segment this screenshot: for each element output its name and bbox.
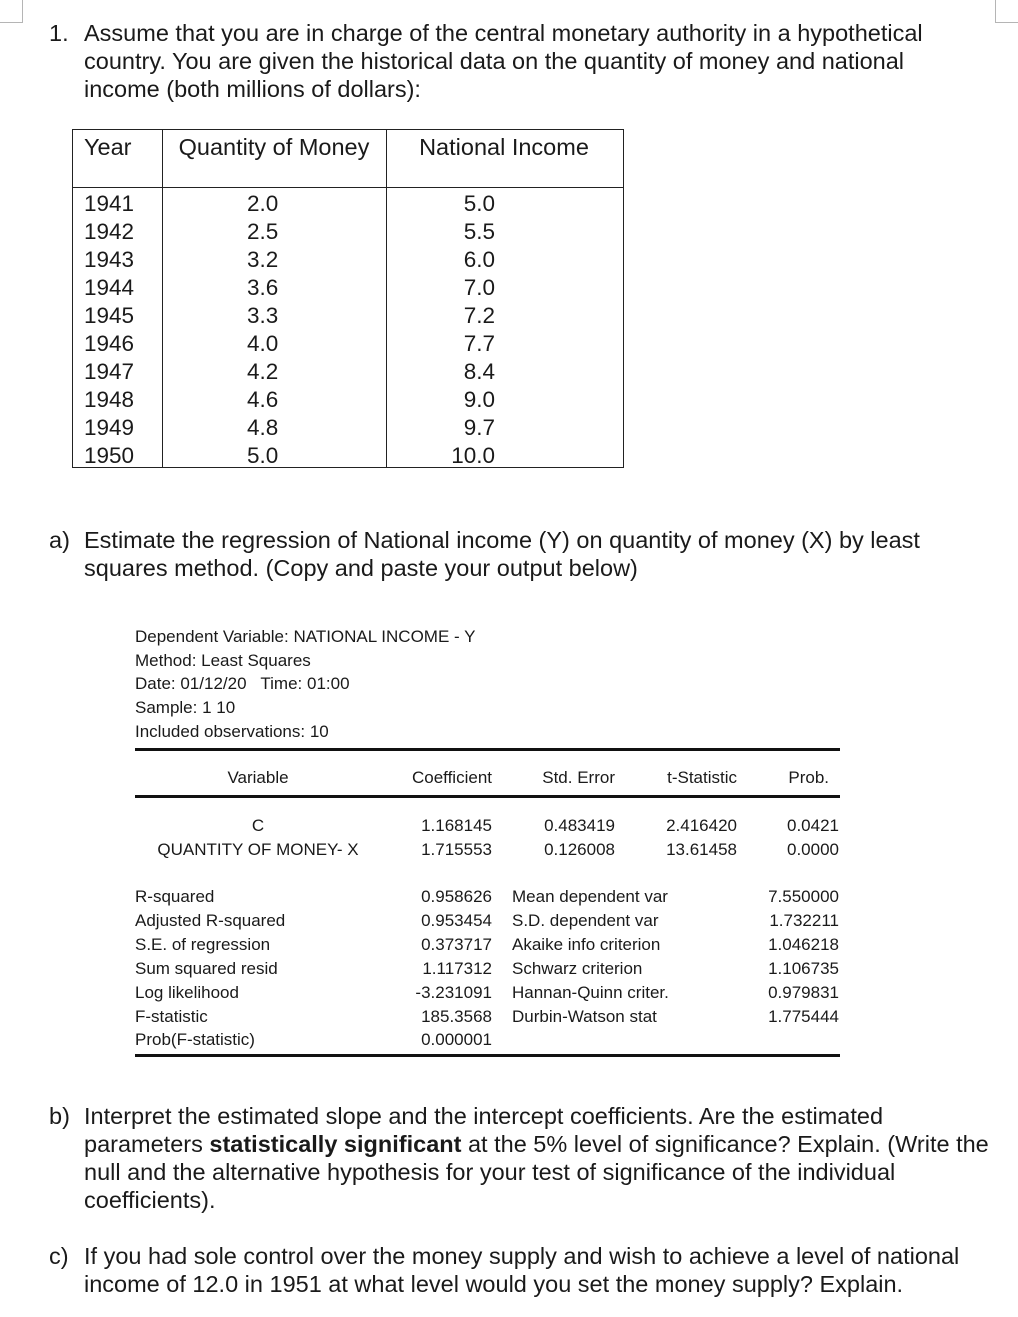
header-year: Year bbox=[84, 134, 132, 160]
table-cell: 1946 bbox=[84, 331, 135, 356]
stat-label: F-statistic bbox=[135, 1006, 208, 1026]
sample-line: Sample: 1 10 bbox=[135, 698, 236, 718]
question-1-line-2: country. You are given the historical data on the quantity of money and national bbox=[84, 48, 905, 74]
part-b-label: b) bbox=[49, 1103, 70, 1129]
part-c-label: c) bbox=[49, 1243, 69, 1269]
stat-value: 0.979831 bbox=[768, 982, 839, 1002]
observations-line: Included observations: 10 bbox=[135, 721, 329, 741]
part-b-line-4: coefficients). bbox=[84, 1187, 216, 1213]
part-a-line-2: squares method. (Copy and paste your output below) bbox=[84, 555, 638, 581]
table-cell: 1942 bbox=[84, 219, 135, 244]
table-cell: 9.0 bbox=[463, 387, 495, 412]
table-cell: 5.0 bbox=[247, 443, 279, 468]
regression-header-rule bbox=[135, 795, 840, 798]
table-cell: 9.7 bbox=[463, 415, 495, 440]
stat-label: Log likelihood bbox=[135, 982, 239, 1002]
stat-value: 1.732211 bbox=[769, 910, 839, 930]
table-cell: 5.5 bbox=[463, 219, 495, 244]
stats-right-labels bbox=[512, 885, 669, 1028]
part-b-line-3: null and the alternative hypothesis for your test of significance of the individual bbox=[84, 1159, 896, 1185]
stat-label: Sum squared resid bbox=[135, 958, 278, 978]
t-statistic-value: 2.416420 bbox=[666, 816, 737, 835]
stat-value: 0.000001 bbox=[421, 1030, 492, 1050]
table-cell: 4.2 bbox=[247, 359, 279, 384]
date-time-line: Date: 01/12/20 Time: 01:00 bbox=[135, 674, 350, 694]
table-cell: 4.8 bbox=[247, 415, 279, 440]
t-statistic-value: 13.61458 bbox=[666, 840, 737, 859]
stat-value: -3.231091 bbox=[415, 982, 492, 1002]
stat-label: Akaike info criterion bbox=[512, 934, 661, 954]
page-corner-mark-right bbox=[995, 0, 1018, 23]
table-cell: 4.6 bbox=[247, 387, 279, 412]
table-cell: 3.3 bbox=[247, 303, 279, 328]
stat-value: 1.117312 bbox=[422, 958, 492, 978]
part-b-line-2-start: parameters bbox=[84, 1131, 210, 1157]
table-cell: 2.5 bbox=[247, 219, 279, 244]
table-cell: 3.2 bbox=[247, 247, 279, 272]
coefficient-value: 1.168145 bbox=[421, 816, 492, 835]
table-cell: 1941 bbox=[84, 191, 135, 216]
variable-name: C bbox=[251, 816, 265, 835]
col-header-coefficient: Coefficient bbox=[411, 768, 492, 787]
table-cell: 4.0 bbox=[247, 331, 279, 356]
col-header-prob: Prob. bbox=[788, 768, 829, 787]
part-b-line-2-end: at the 5% level of significance? Explain. (Write the bbox=[461, 1131, 989, 1157]
table-cell: 7.7 bbox=[463, 331, 495, 356]
money-income-table bbox=[72, 129, 624, 468]
dependent-variable-line: Dependent Variable: NATIONAL INCOME - Y bbox=[135, 627, 476, 646]
regression-header-info bbox=[135, 625, 475, 744]
question-number: 1. bbox=[49, 20, 69, 46]
stat-label: Schwarz criterion bbox=[512, 958, 643, 978]
statistically-significant-emphasis: statistically significant bbox=[209, 1131, 462, 1157]
table-divider bbox=[162, 130, 163, 467]
table-cell: 7.2 bbox=[463, 303, 495, 328]
part-a-line-1: Estimate the regression of National income (Y) on quantity of money (X) by least bbox=[84, 527, 920, 553]
prob-value: 0.0000 bbox=[787, 840, 839, 859]
stat-value: 0.958626 bbox=[421, 887, 492, 906]
col-header-variable: Variable bbox=[227, 768, 289, 787]
stat-value: 0.373717 bbox=[421, 934, 492, 954]
part-a-label: a) bbox=[49, 527, 70, 553]
stat-value: 7.550000 bbox=[768, 887, 839, 906]
header-quantity-of-money: Quantity of Money bbox=[178, 134, 370, 160]
stat-label: S.D. dependent var bbox=[512, 910, 659, 930]
stat-value: 185.3568 bbox=[421, 1006, 492, 1026]
table-cell: 1950 bbox=[84, 443, 135, 468]
money-column bbox=[247, 190, 278, 470]
std-error-value: 0.126008 bbox=[544, 840, 615, 859]
stats-right-values bbox=[740, 885, 839, 1028]
stat-label: Mean dependent var bbox=[512, 887, 668, 906]
income-column bbox=[447, 190, 495, 470]
regression-bottom-rule bbox=[135, 1054, 840, 1057]
part-c-line-1: If you had sole control over the money supply and wish to achieve a level of national bbox=[84, 1243, 960, 1269]
regression-top-rule bbox=[135, 748, 840, 751]
method-line: Method: Least Squares bbox=[135, 650, 311, 670]
prob-value: 0.0421 bbox=[787, 816, 839, 835]
page-corner-mark-left bbox=[0, 0, 23, 23]
part-b-line-1: Interpret the estimated slope and the intercept coefficients. Are the estimated bbox=[84, 1103, 884, 1129]
table-cell: 1949 bbox=[84, 415, 135, 440]
header-national-income: National Income bbox=[419, 134, 589, 160]
stat-label: Prob(F-statistic) bbox=[135, 1030, 255, 1050]
stat-value: 1.106735 bbox=[768, 958, 839, 978]
table-cell: 1943 bbox=[84, 247, 135, 272]
question-1-line-3: income (both millions of dollars): bbox=[84, 76, 421, 102]
year-column bbox=[84, 190, 134, 470]
table-cell: 5.0 bbox=[463, 191, 495, 216]
table-divider bbox=[386, 130, 387, 467]
stat-value: 1.046218 bbox=[768, 934, 839, 954]
part-c-line-2: income of 12.0 in 1951 at what level would you set the money supply? Explain. bbox=[84, 1271, 904, 1297]
std-error-value: 0.483419 bbox=[544, 816, 615, 835]
stat-label: Hannan-Quinn criter. bbox=[512, 982, 669, 1002]
table-cell: 6.0 bbox=[463, 247, 495, 272]
table-cell: 1945 bbox=[84, 303, 135, 328]
table-cell: 1948 bbox=[84, 387, 135, 412]
question-1-line-1: Assume that you are in charge of the central monetary authority in a hypothetical bbox=[84, 20, 923, 46]
table-cell: 3.6 bbox=[247, 275, 279, 300]
coefficient-value: 1.715553 bbox=[421, 840, 492, 859]
stats-left-values bbox=[380, 885, 492, 1052]
stat-value: 0.953454 bbox=[421, 910, 492, 930]
table-cell: 2.0 bbox=[247, 191, 279, 216]
stats-left-labels bbox=[135, 885, 285, 1052]
table-cell: 1947 bbox=[84, 359, 135, 384]
table-cell: 10.0 bbox=[451, 443, 495, 468]
stat-label: R-squared bbox=[135, 887, 215, 906]
variable-name: QUANTITY OF MONEY- X bbox=[157, 840, 359, 859]
stat-label: Durbin-Watson stat bbox=[512, 1006, 657, 1026]
stat-value: 1.775444 bbox=[768, 1006, 839, 1026]
stat-label: Adjusted R-squared bbox=[135, 910, 286, 930]
part-b-line-2 bbox=[84, 1130, 989, 1158]
stat-label: S.E. of regression bbox=[135, 934, 271, 954]
col-header-std-error: Std. Error bbox=[542, 768, 615, 787]
table-header-divider bbox=[73, 187, 623, 188]
col-header-t-statistic: t-Statistic bbox=[667, 768, 737, 787]
table-cell: 7.0 bbox=[463, 275, 495, 300]
table-cell: 8.4 bbox=[463, 359, 495, 384]
table-cell: 1944 bbox=[84, 275, 135, 300]
